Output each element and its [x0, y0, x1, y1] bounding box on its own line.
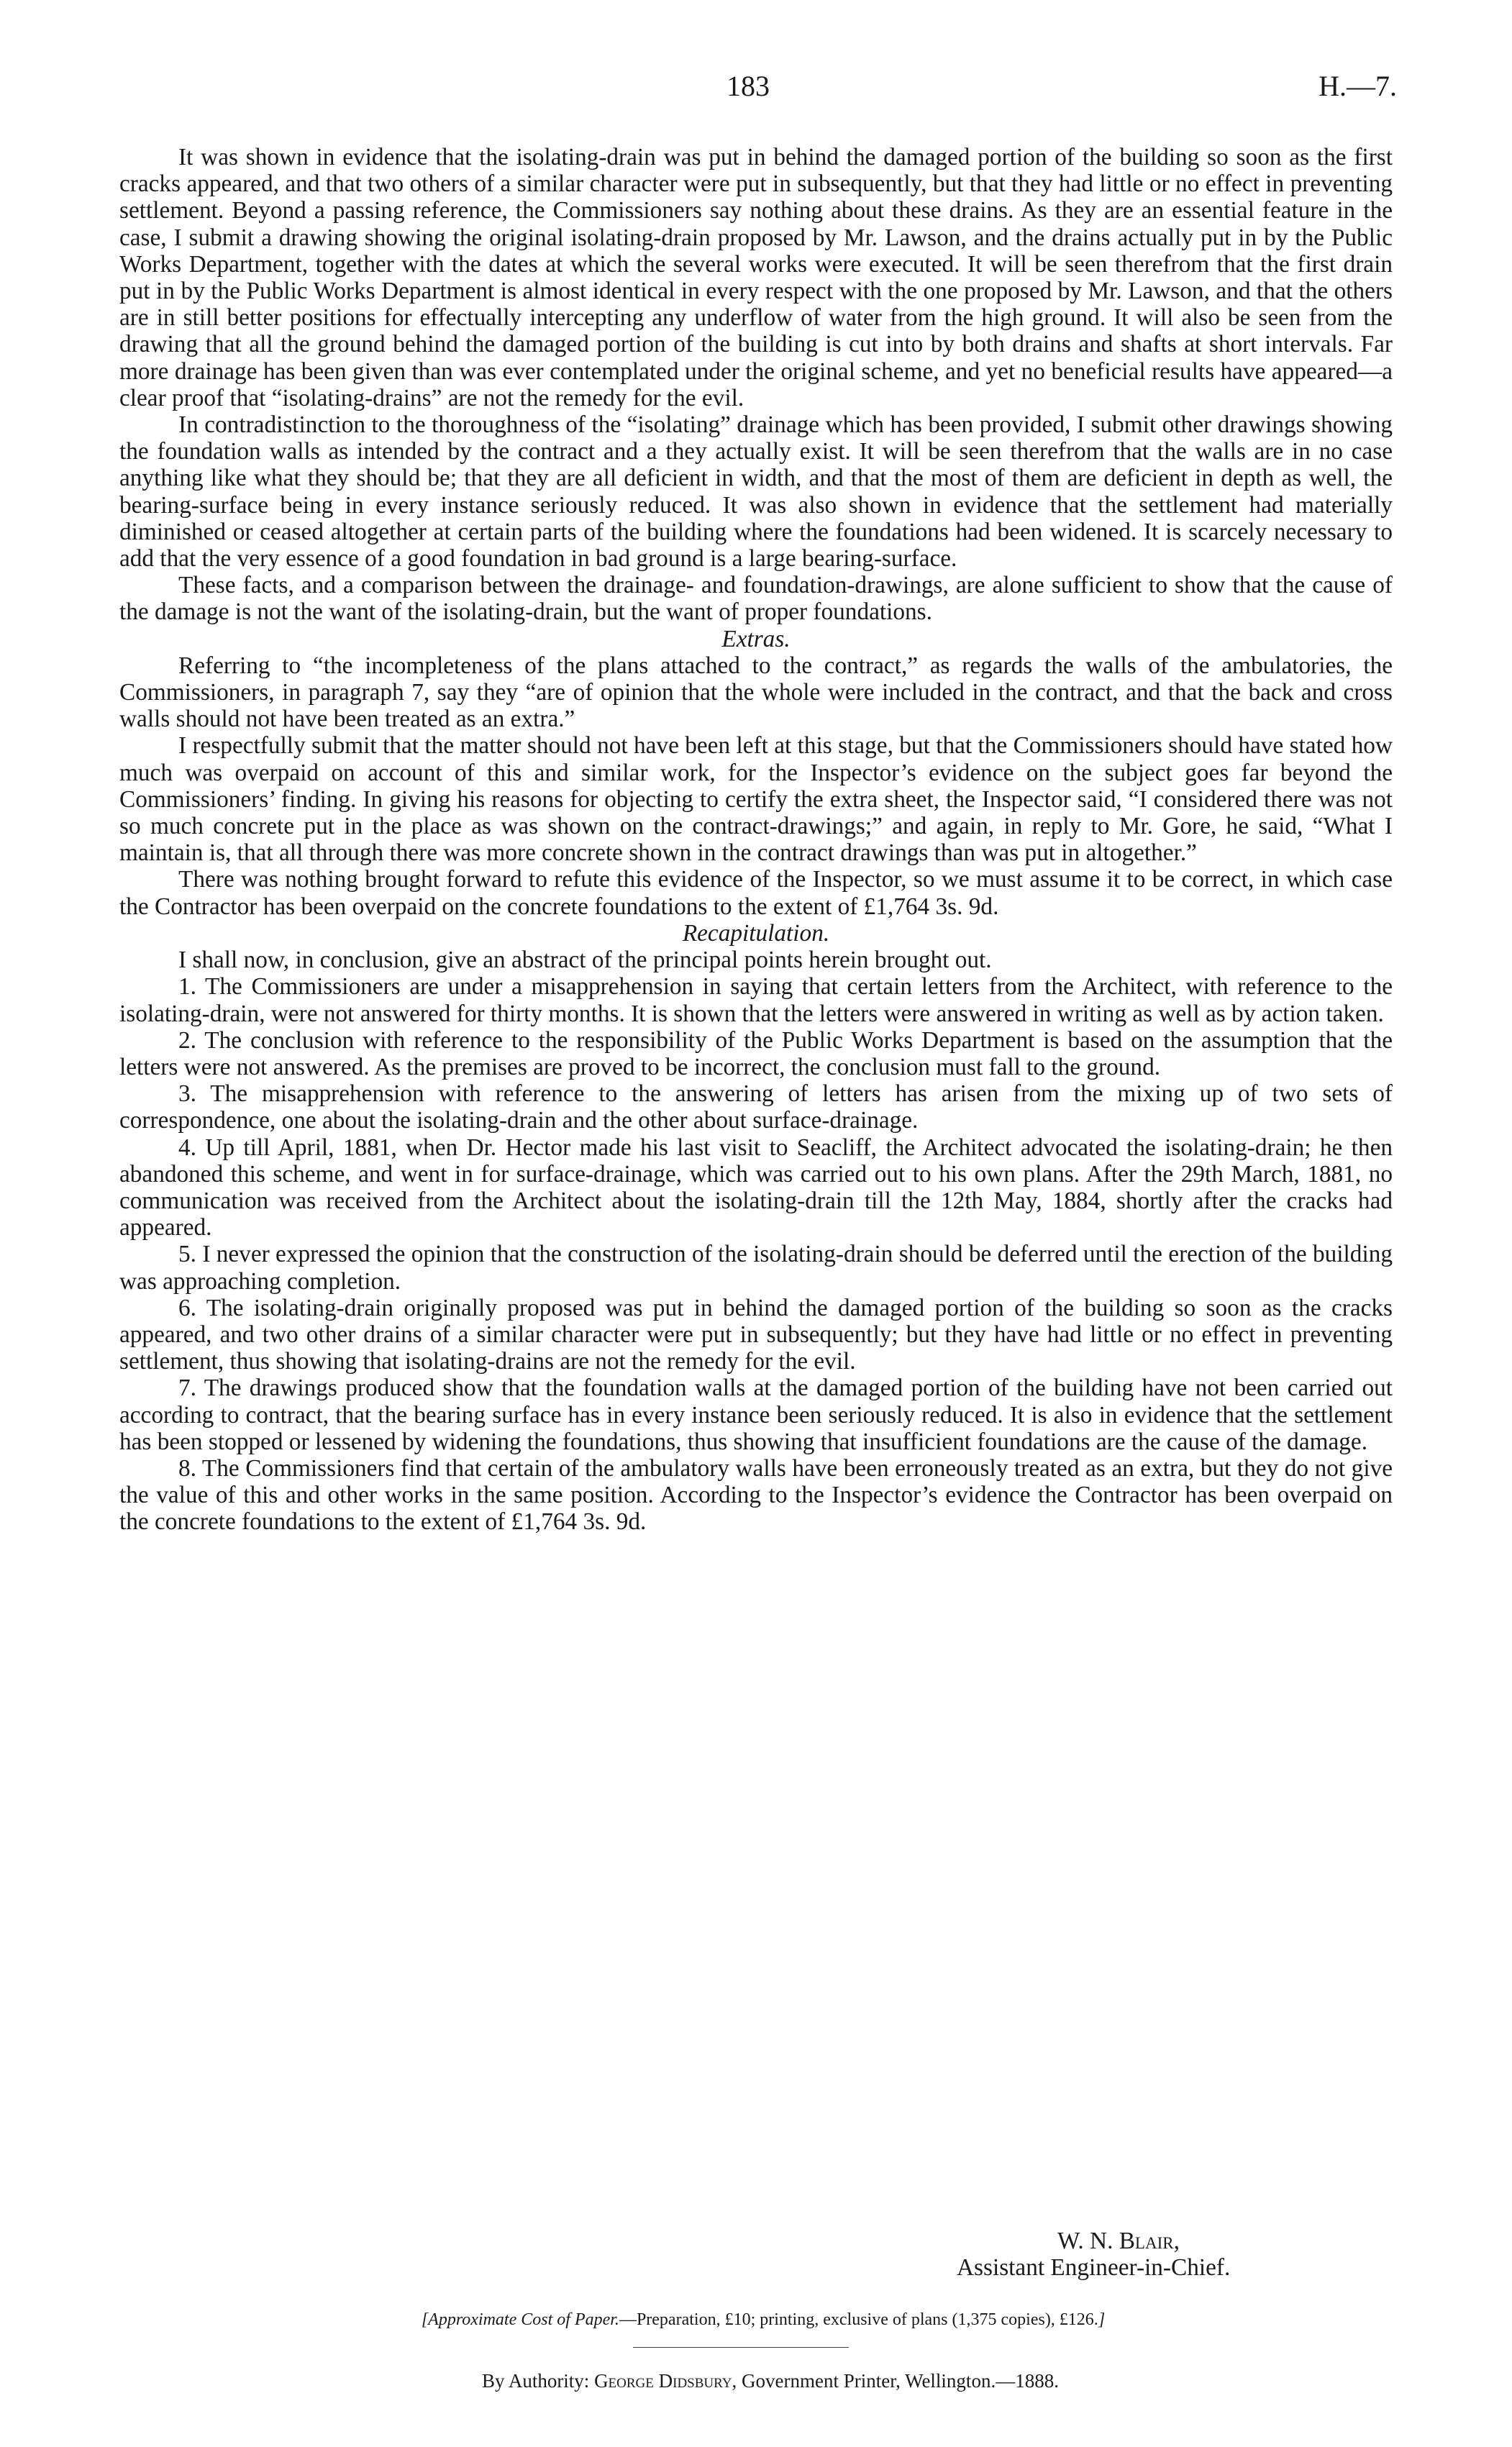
paragraph: I shall now, in conclusion, give an abstract of the principal points herein brought out. — [178, 947, 992, 974]
numbered-point: 2. The conclusion with reference to the responsibility of the Public Works Department is based on the assumption that the letters were not answered. As the premises are proved to be incorrect, the conclusion must fall to the ground. — [119, 1026, 1393, 1080]
imprint-prefix: By Authority: — [482, 2370, 590, 2392]
footer-divider — [633, 2347, 849, 2348]
paragraph: I respectfully submit that the matter should not have been left at this stage, but that the Commissioners should have stated how much was overpaid on account of this and similar work, for the Inspector’s evidence on the subject goes far beyond the Commissioners’ finding. In giving his reasons for objecting to certify the extra sheet, the Inspector said, “I considered there was not so much concrete put in the place as was shown on the contract-drawings;” and again, in reply to Mr. Gore, he said, “What I maintain is, that all through there was more concrete shown in the contract drawings than was put in altogether.” — [119, 732, 1393, 867]
page-header — [0, 69, 1512, 112]
printer-name: George Didsbury — [594, 2370, 732, 2392]
imprint-suffix: , Government Printer, Wellington.—1888. — [732, 2370, 1059, 2392]
paragraph: There was nothing brought forward to refute this evidence of the Inspector, so we must assume it to be correct, in which case the Contractor has been overpaid on the concrete foundations to the extent of £1,764 3s. 9d. — [119, 866, 1393, 920]
paragraph: In contradistinction to the thoroughness of the “isolating” drainage which has been provided, I submit other drawings showing the foundation walls as intended by the contract and a they actually exist. It will be seen therefrom that the walls are in no case anything like what they should be; that they are all deficient in width, and that the most of them are deficient in depth as well, the bearing-surface being in every instance seriously reduced. It was also shown in evidence that the settlement had materially diminished or ceased altogether at certain parts of the building where the foundations had been widened. It is scarcely necessary to add that the very essence of a good foundation in bad ground is a large bearing-surface. — [119, 411, 1393, 573]
cost-label: Approximate Cost of Paper. — [428, 2310, 619, 2329]
paragraph: These facts, and a comparison between the drainage- and foundation-drawings, are alone sufficient to show that the cause of the damage is not the want of the isolating-drain, but the want of proper foundations. — [119, 572, 1393, 626]
paragraph: Referring to “the incompleteness of the plans attached to the contract,” as regards the walls of the ambulatories, the Commissioners, in paragraph 7, say they “are of opinion that the whole were included in the contract, and that the back and cross walls should not have been treated as an extra.” — [119, 652, 1393, 733]
signatory-title: Assistant Engineer-in-Chief. — [957, 2254, 1231, 2282]
numbered-point: 5. I never expressed the opinion that the construction of the isolating-drain should be deferred until the erection of the building was approaching completion. — [119, 1241, 1393, 1295]
numbered-point: 1. The Commissioners are under a misapprehension in saying that certain letters from the Architect, with reference to the isolating-drain, were not answered for thirty months. It is shown that the letters were answered in writing as well as by action taken. — [119, 973, 1393, 1027]
numbered-point: 8. The Commissioners find that certain of the ambulatory walls have been erroneously treated as an extra, but they do not give the value of this and other works in the same position. According to the Inspector’s evidence the Contractor has been overpaid on the concrete foundations to the extent of £1,764 3s. 9d. — [119, 1454, 1393, 1536]
page-number: 183 — [727, 70, 770, 102]
numbered-point: 7. The drawings produced show that the foundation walls at the damaged portion of the building have not been carried out according to contract, that the bearing surface has in every instance been seriously reduced. It is also in evidence that the settlement has been stopped or lessened by widening the foundations, thus showing that insufficient foundations are the cause of the damage. — [119, 1375, 1393, 1455]
printer-imprint — [0, 2370, 1512, 2392]
report-body — [119, 144, 1393, 1536]
numbered-point: 4. Up till April, 1881, when Dr. Hector made his last visit to Seacliff, the Architect advocated the isolating-drain; he then abandoned this scheme, and went in for surface-drainage, which was carried out to his own plans. After the 29th March, 1881, no communication was received from the Architect about the isolating-drain till the 12th May, 1884, shortly after the cracks had appeared. — [119, 1134, 1393, 1241]
numbered-point: 3. The misapprehension with reference to the answering of letters has arisen from the mixing up of two sets of correspondence, one about the isolating-drain and the other about surface-drainage. — [119, 1080, 1393, 1134]
cost-note: [Approximate Cost of Paper.—Preparation, £10; printing, exclusive of plans (1,375 copies), £126.] — [421, 2310, 1106, 2329]
extras-heading: Extras. — [721, 625, 791, 652]
numbered-point: 6. The isolating-drain originally proposed was put in behind the damaged portion of the building so soon as the cracks appeared, and two other drains of a similar character were put in subsequently; but they have had little or no effect in preventing settlement, thus showing that isolating-drains are not the remedy for the evil. — [119, 1294, 1393, 1375]
cost-details: —Preparation, £10; printing, exclusive of plans (1,375 copies), £126. — [619, 2310, 1098, 2329]
document-reference: H.—7. — [1319, 70, 1397, 102]
recapitulation-heading: Recapitulation. — [682, 919, 830, 947]
paragraph: It was shown in evidence that the isolating-drain was put in behind the damaged portion of the building so soon as the first cracks appeared, and that two others of a similar character were put in subsequently, but that they had little or no effect in preventing settlement. Beyond a passing reference, the Commissioners say nothing about these drains. As they are an essential feature in the case, I submit a drawing showing the original isolating-drain proposed by Mr. Lawson, and the drains actually put in by the Public Works Department, together with the dates at which the several works were executed. It will be seen therefrom that the first drain put in by the Public Works Department is almost identical in every respect with the one proposed by Mr. Lawson, and that the others are in still better positions for effectually intercepting any underflow of water from the high ground. It will also be seen from the drawing that all the ground behind the damaged portion of the building is cut into by both drains and shafts at short intervals. Far more drainage has been given than was ever contemplated under the original scheme, and yet no beneficial results have appeared—a clear proof that “isolating-drains” are not the remedy for the evil. — [119, 144, 1393, 411]
signature-block — [957, 2228, 1388, 2281]
signatory-name: W. N. Blair, — [1057, 2228, 1180, 2254]
